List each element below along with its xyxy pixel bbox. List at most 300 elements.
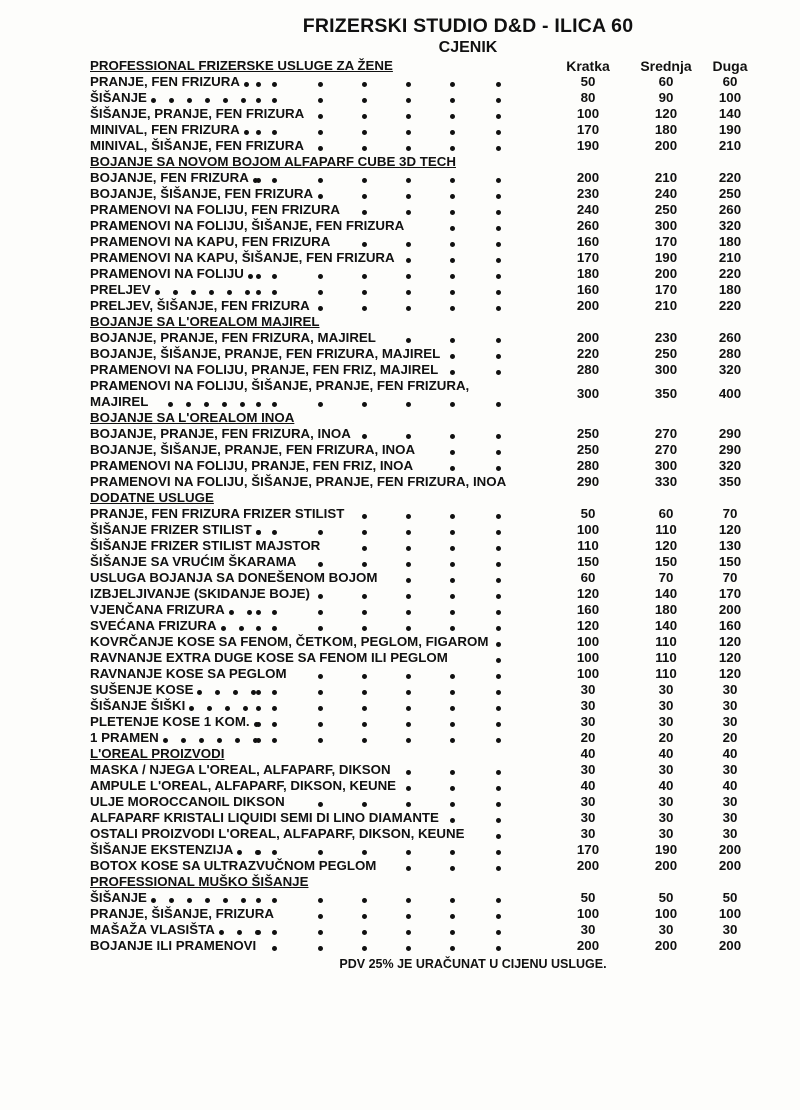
dot-leader — [88, 810, 508, 826]
leader-dot — [227, 290, 232, 295]
leader-dot — [209, 290, 214, 295]
price-row — [88, 122, 768, 138]
leader-dot — [496, 866, 501, 871]
service-name: PRAMENOVI NA FOLIJU, ŠIŠANJE, PRANJE, FEN FRIZURA, INOA — [90, 474, 507, 489]
leader-dot — [205, 898, 210, 903]
price-srednja: 30 — [658, 698, 674, 713]
leader-dot — [186, 402, 191, 407]
service-name: PRAMENOVI NA KAPU, ŠIŠANJE, FEN FRIZURA — [90, 250, 395, 265]
price-duga: 190 — [718, 122, 742, 137]
leader-dot — [256, 610, 261, 615]
price-srednja: 170 — [654, 234, 678, 249]
price-row — [88, 682, 768, 698]
leader-dot — [496, 674, 501, 679]
leader-dot — [318, 130, 323, 135]
price-kratka: 120 — [576, 618, 600, 633]
leader-dot — [241, 898, 246, 903]
leader-dot — [496, 434, 501, 439]
price-kratka: 40 — [580, 746, 596, 761]
price-duga: 100 — [718, 90, 742, 105]
leader-dot — [207, 706, 212, 711]
leader-dot — [219, 930, 224, 935]
leader-dot — [406, 178, 411, 183]
price-srednja: 300 — [654, 458, 678, 473]
price-duga: 150 — [718, 554, 742, 569]
dot-leader — [88, 586, 508, 602]
leader-dot — [406, 338, 411, 343]
section-heading: BOJANJE SA NOVOM BOJOM ALFAPARF CUBE 3D TECH — [90, 154, 456, 169]
price-srednja: 110 — [655, 666, 677, 681]
leader-dot — [450, 738, 455, 743]
price-kratka: 30 — [580, 922, 596, 937]
section-heading: PROFESSIONAL FRIZERSKE USLUGE ZA ŽENE — [90, 58, 393, 73]
leader-dot — [318, 802, 323, 807]
price-row — [88, 714, 768, 730]
service-name: PRANJE, FEN FRIZURA FRIZER STILIST — [90, 506, 345, 521]
leader-dot — [272, 850, 277, 855]
dot-leader — [88, 794, 508, 810]
service-name: BOJANJE, ŠIŠANJE, PRANJE, FEN FRIZURA, INOA — [90, 442, 416, 457]
price-kratka: 100 — [576, 522, 600, 537]
price-srednja: 60 — [658, 506, 674, 521]
price-srednja: 240 — [654, 186, 678, 201]
leader-dot — [496, 834, 501, 839]
price-srednja: 30 — [658, 794, 674, 809]
leader-dot — [450, 514, 455, 519]
price-kratka: 280 — [576, 362, 600, 377]
leader-dot — [450, 850, 455, 855]
dot-leader — [88, 458, 508, 474]
price-kratka: 160 — [576, 282, 600, 297]
leader-dot — [406, 802, 411, 807]
price-row — [88, 186, 768, 202]
leader-dot — [151, 98, 156, 103]
leader-dot — [215, 690, 220, 695]
dot-leader — [88, 762, 508, 778]
price-duga: 20 — [722, 730, 738, 745]
price-duga: 160 — [718, 618, 742, 633]
leader-dot — [406, 514, 411, 519]
price-kratka: 200 — [576, 858, 600, 873]
leader-dot — [256, 82, 261, 87]
service-name: PRAMENOVI NA KAPU, FEN FRIZURA — [90, 234, 331, 249]
price-row — [88, 890, 768, 906]
price-row — [88, 922, 768, 938]
price-duga: 250 — [718, 186, 742, 201]
leader-dot — [450, 866, 455, 871]
leader-dot — [222, 402, 227, 407]
price-kratka: 110 — [577, 538, 599, 553]
price-row — [88, 106, 768, 122]
service-name: PRAMENOVI NA FOLIJU, ŠIŠANJE, PRANJE, FEN FRIZURA, MAJIREL — [90, 378, 470, 409]
leader-dot — [406, 402, 411, 407]
price-srednja: 250 — [654, 346, 678, 361]
leader-dot — [450, 690, 455, 695]
leader-dot — [450, 226, 455, 231]
leader-dot — [362, 914, 367, 919]
leader-dot — [450, 274, 455, 279]
price-srednja: 30 — [658, 762, 674, 777]
dot-leader — [88, 74, 508, 90]
leader-dot — [496, 466, 501, 471]
dot-leader — [88, 506, 508, 522]
price-duga: 30 — [722, 698, 738, 713]
leader-dot — [450, 722, 455, 727]
leader-dot — [406, 674, 411, 679]
leader-dot — [496, 946, 501, 951]
section-heading-row — [88, 154, 768, 170]
leader-dot — [406, 290, 411, 295]
leader-dot — [406, 946, 411, 951]
service-name: BOJANJE ILI PRAMENOVI — [90, 938, 257, 953]
price-kratka: 250 — [576, 442, 600, 457]
leader-dot — [406, 914, 411, 919]
leader-dot — [406, 306, 411, 311]
dot-leader — [88, 682, 508, 698]
dot-leader — [88, 330, 508, 346]
service-name: ŠIŠANJE FRIZER STILIST MAJSTOR — [90, 538, 321, 553]
price-kratka: 100 — [576, 634, 600, 649]
leader-dot — [496, 338, 501, 343]
price-srednja: 180 — [654, 602, 678, 617]
price-kratka: 160 — [576, 602, 600, 617]
leader-dot — [496, 130, 501, 135]
leader-dot — [362, 210, 367, 215]
dot-leader — [88, 266, 508, 282]
leader-dot — [406, 850, 411, 855]
leader-dot — [496, 642, 501, 647]
leader-dot — [496, 706, 501, 711]
service-name: MINIVAL, FEN FRIZURA — [90, 122, 240, 137]
dot-leader — [88, 826, 508, 842]
leader-dot — [189, 706, 194, 711]
leader-dot — [235, 738, 240, 743]
leader-dot — [229, 610, 234, 615]
price-kratka: 220 — [576, 346, 600, 361]
price-kratka: 50 — [580, 506, 596, 521]
price-duga: 180 — [718, 282, 742, 297]
leader-dot — [496, 898, 501, 903]
leader-dot — [406, 738, 411, 743]
price-srednja: 200 — [654, 938, 678, 953]
leader-dot — [496, 802, 501, 807]
leader-dot — [362, 290, 367, 295]
service-name: PRAMENOVI NA FOLIJU, PRANJE, FEN FRIZ, INOA — [90, 458, 414, 473]
leader-dot — [256, 722, 261, 727]
price-kratka: 30 — [580, 762, 596, 777]
dot-leader — [88, 138, 508, 154]
leader-dot — [225, 706, 230, 711]
dot-leader — [88, 218, 508, 234]
price-srednja: 200 — [654, 266, 678, 281]
leader-dot — [496, 354, 501, 359]
price-row — [88, 378, 768, 410]
leader-dot — [450, 626, 455, 631]
price-kratka: 100 — [576, 906, 600, 921]
price-row — [88, 298, 768, 314]
price-kratka: 30 — [580, 698, 596, 713]
price-kratka: 30 — [580, 714, 596, 729]
leader-dot — [406, 130, 411, 135]
service-name: VJENČANA FRIZURA — [90, 602, 225, 617]
price-row — [88, 74, 768, 90]
leader-dot — [406, 610, 411, 615]
leader-dot — [221, 626, 226, 631]
price-row — [88, 330, 768, 346]
leader-dot — [272, 82, 277, 87]
price-duga: 210 — [718, 138, 742, 153]
price-srednja: 190 — [654, 250, 678, 265]
leader-dot — [496, 514, 501, 519]
leader-dot — [318, 402, 323, 407]
leader-dot — [256, 290, 261, 295]
leader-dot — [406, 770, 411, 775]
section-heading: DODATNE USLUGE — [90, 490, 214, 505]
price-duga: 40 — [722, 746, 738, 761]
leader-dot — [496, 594, 501, 599]
price-duga: 70 — [722, 506, 738, 521]
leader-dot — [191, 290, 196, 295]
price-row — [88, 474, 768, 490]
leader-dot — [318, 114, 323, 119]
price-srednja: 180 — [654, 122, 678, 137]
price-row — [88, 538, 768, 554]
leader-dot — [318, 914, 323, 919]
price-srednja: 30 — [658, 810, 674, 825]
price-srednja: 90 — [658, 90, 674, 105]
service-name: ŠIŠANJE — [90, 90, 147, 105]
dot-leader — [88, 522, 508, 538]
price-srednja: 350 — [654, 386, 678, 401]
leader-dot — [406, 82, 411, 87]
leader-dot — [406, 530, 411, 535]
dot-leader — [88, 618, 508, 634]
price-duga: 60 — [722, 74, 738, 89]
price-duga: 260 — [718, 330, 742, 345]
price-row — [88, 90, 768, 106]
page-subtitle: CJENIK — [438, 39, 498, 56]
price-kratka: 120 — [576, 586, 600, 601]
dot-leader — [88, 442, 508, 458]
leader-dot — [256, 898, 261, 903]
service-name: PRAMENOVI NA FOLIJU, ŠIŠANJE, FEN FRIZURA — [90, 218, 405, 233]
dot-leader — [88, 250, 508, 266]
dot-leader — [88, 602, 508, 618]
price-kratka: 50 — [580, 74, 596, 89]
price-duga: 290 — [718, 442, 742, 457]
leader-dot — [362, 674, 367, 679]
leader-dot — [362, 690, 367, 695]
service-name: PRELJEV, ŠIŠANJE, FEN FRIZURA — [90, 298, 310, 313]
price-kratka: 30 — [580, 810, 596, 825]
leader-dot — [244, 82, 249, 87]
leader-dot — [362, 98, 367, 103]
column-header-srednja: Srednja — [640, 58, 692, 74]
price-kratka: 180 — [576, 266, 600, 281]
price-duga: 260 — [718, 202, 742, 217]
leader-dot — [169, 898, 174, 903]
leader-dot — [362, 402, 367, 407]
leader-dot — [450, 290, 455, 295]
leader-dot — [496, 818, 501, 823]
leader-dot — [496, 738, 501, 743]
leader-dot — [362, 562, 367, 567]
leader-dot — [496, 930, 501, 935]
service-name: PRANJE, FEN FRIZURA — [90, 74, 240, 89]
price-duga: 120 — [718, 650, 742, 665]
leader-dot — [450, 674, 455, 679]
price-duga: 220 — [718, 170, 742, 185]
price-duga: 210 — [718, 250, 742, 265]
leader-dot — [406, 242, 411, 247]
price-row — [88, 938, 768, 954]
service-name: ŠIŠANJE — [90, 890, 147, 905]
price-kratka: 60 — [580, 570, 596, 585]
dot-leader — [88, 202, 508, 218]
price-kratka: 300 — [576, 386, 600, 401]
price-duga: 350 — [718, 474, 742, 489]
service-name: SUŠENJE KOSE — [90, 682, 194, 697]
leader-dot — [362, 898, 367, 903]
leader-dot — [450, 146, 455, 151]
leader-dot — [450, 242, 455, 247]
leader-dot — [496, 82, 501, 87]
leader-dot — [406, 722, 411, 727]
price-srednja: 110 — [655, 522, 677, 537]
price-srednja: 30 — [658, 682, 674, 697]
leader-dot — [450, 434, 455, 439]
leader-dot — [272, 706, 277, 711]
price-row — [88, 458, 768, 474]
dot-leader — [88, 858, 508, 874]
price-kratka: 280 — [576, 458, 600, 473]
leader-dot — [496, 194, 501, 199]
leader-dot — [450, 706, 455, 711]
dot-leader — [88, 714, 508, 730]
leader-dot — [496, 258, 501, 263]
leader-dot — [406, 690, 411, 695]
leader-dot — [406, 594, 411, 599]
leader-dot — [181, 738, 186, 743]
leader-dot — [496, 722, 501, 727]
price-srednja: 300 — [654, 218, 678, 233]
price-srednja: 40 — [658, 778, 674, 793]
price-srednja: 140 — [654, 618, 678, 633]
section-heading-row — [88, 410, 768, 426]
price-duga: 30 — [722, 922, 738, 937]
leader-dot — [406, 546, 411, 551]
leader-dot — [199, 738, 204, 743]
section-heading: L'OREAL PROIZVODI — [90, 746, 225, 761]
price-srednja: 210 — [654, 170, 678, 185]
leader-dot — [496, 450, 501, 455]
leader-dot — [362, 178, 367, 183]
price-row — [88, 618, 768, 634]
price-srednja: 30 — [658, 714, 674, 729]
section-heading-row — [88, 874, 768, 890]
service-name: PRELJEV — [90, 282, 151, 297]
leader-dot — [318, 530, 323, 535]
leader-dot — [362, 130, 367, 135]
leader-dot — [256, 274, 261, 279]
price-row — [88, 698, 768, 714]
price-row — [88, 282, 768, 298]
price-srednja: 170 — [654, 282, 678, 297]
leader-dot — [406, 146, 411, 151]
service-name: MINIVAL, ŠIŠANJE, FEN FRIZURA — [90, 138, 304, 153]
leader-dot — [239, 626, 244, 631]
leader-dot — [406, 98, 411, 103]
leader-dot — [318, 594, 323, 599]
leader-dot — [205, 98, 210, 103]
leader-dot — [406, 434, 411, 439]
price-row — [88, 138, 768, 154]
leader-dot — [245, 290, 250, 295]
leader-dot — [272, 690, 277, 695]
dot-leader — [88, 938, 508, 954]
leader-dot — [173, 290, 178, 295]
leader-dot — [362, 546, 367, 551]
dot-leader — [88, 666, 508, 682]
service-name: BOJANJE, PRANJE, FEN FRIZURA, INOA — [90, 426, 351, 441]
price-duga: 400 — [718, 386, 742, 401]
price-duga: 100 — [718, 906, 742, 921]
leader-dot — [241, 98, 246, 103]
price-kratka: 160 — [576, 234, 600, 249]
price-srednja: 30 — [658, 922, 674, 937]
leader-dot — [450, 578, 455, 583]
leader-dot — [237, 850, 242, 855]
price-row — [88, 522, 768, 538]
leader-dot — [155, 290, 160, 295]
service-name: BOJANJE, ŠIŠANJE, FEN FRIZURA — [90, 186, 314, 201]
leader-dot — [406, 210, 411, 215]
leader-dot — [450, 946, 455, 951]
leader-dot — [256, 690, 261, 695]
price-kratka: 170 — [576, 122, 600, 137]
leader-dot — [406, 898, 411, 903]
leader-dot — [450, 914, 455, 919]
price-row — [88, 442, 768, 458]
price-duga: 120 — [718, 522, 742, 537]
leader-dot — [318, 82, 323, 87]
price-duga: 220 — [718, 298, 742, 313]
price-srednja: 190 — [654, 842, 678, 857]
leader-dot — [247, 610, 252, 615]
price-srednja: 30 — [658, 826, 674, 841]
leader-dot — [272, 898, 277, 903]
leader-dot — [450, 338, 455, 343]
price-duga: 70 — [722, 570, 738, 585]
price-kratka: 170 — [576, 250, 600, 265]
price-srednja: 140 — [654, 586, 678, 601]
price-row — [88, 762, 768, 778]
section-heading: BOJANJE SA L'OREALOM INOA — [90, 410, 295, 425]
leader-dot — [450, 306, 455, 311]
dot-leader — [88, 698, 508, 714]
price-duga: 290 — [718, 426, 742, 441]
service-name: ŠIŠANJE FRIZER STILIST — [90, 522, 252, 537]
leader-dot — [318, 930, 323, 935]
price-duga: 120 — [718, 666, 742, 681]
service-name: RAVNANJE KOSE SA PEGLOM — [90, 666, 287, 681]
leader-dot — [450, 818, 455, 823]
section-heading: BOJANJE SA L'OREALOM MAJIREL — [90, 314, 320, 329]
leader-dot — [406, 114, 411, 119]
leader-dot — [496, 690, 501, 695]
leader-dot — [406, 258, 411, 263]
leader-dot — [450, 98, 455, 103]
